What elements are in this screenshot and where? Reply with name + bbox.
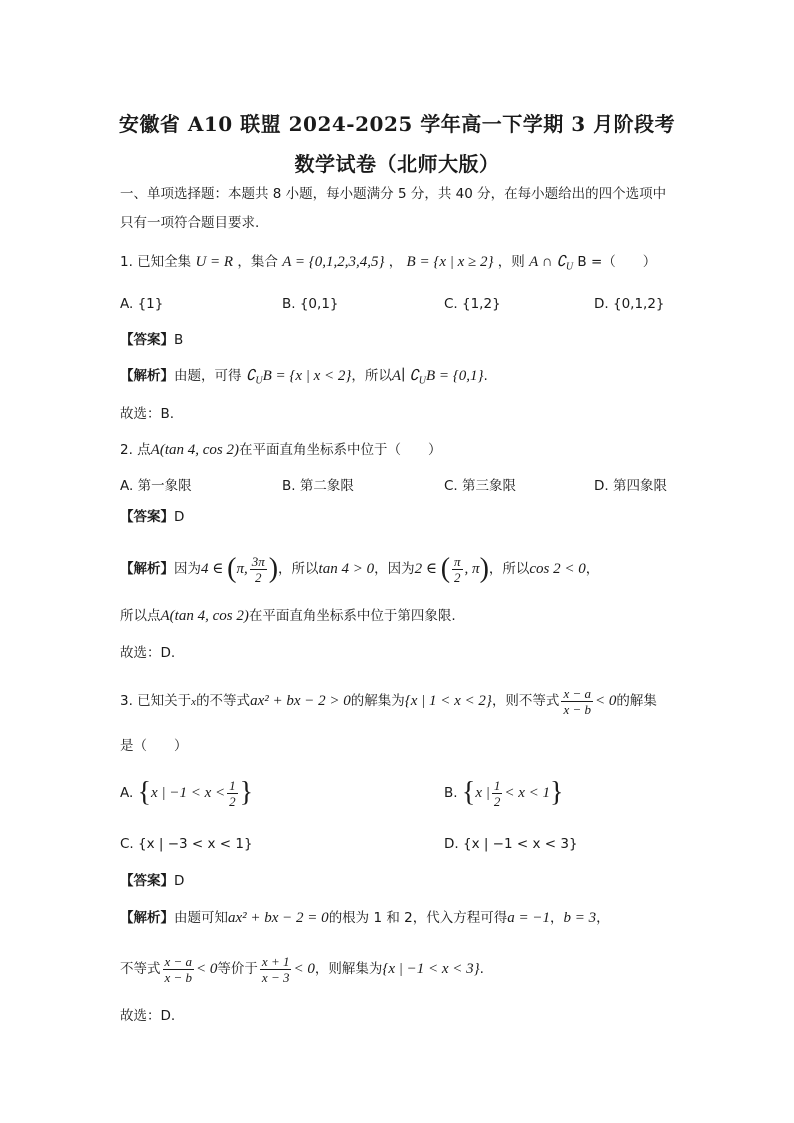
title-line-2: 数学试卷（北师大版） (294, 152, 500, 176)
q1-stem-d: ，则 (497, 254, 525, 270)
q1-analysis-expr1: ∁ (245, 368, 256, 384)
q3-option-a (120, 776, 253, 810)
q2-answer (120, 507, 184, 527)
q3-option-b-brace-open: { (461, 777, 476, 808)
section-intro-2: 只有一项符合题目要求. (120, 215, 260, 231)
q1-analysis-expr2: B = {x | x < 2} (262, 368, 352, 384)
q1-stem-b: ，集合 (237, 254, 278, 270)
q2-frac1-num: 3π (251, 553, 265, 569)
section-intro-1: 一、单项选择题：本题共 8 小题，每小题满分 5 分，共 40 分，在每小题给出的四个选项中 (120, 186, 667, 202)
title-line-1: 安徽省 A10 联盟 2024-2025 学年高一下学期 3 月阶段考 (118, 112, 676, 136)
q2-stem-expr: A(tan 4, cos 2) (150, 442, 239, 458)
q1-answer-label: 【答案】 (120, 332, 174, 348)
q2-an-cos: cos 2 < 0 (529, 561, 586, 577)
q1-set-b: B = {x | x ≥ 2} (406, 254, 494, 270)
q2-option-c: C. 第三象限 (444, 478, 517, 494)
q2-frac2-den: 2 (454, 569, 461, 585)
q2-stem-a: 2. 点 (120, 442, 151, 458)
q2-an-e: ， (585, 561, 600, 577)
q3-stem-a: 3. 已知关于 (120, 693, 192, 709)
q1-analysis-label: 【解析】 (120, 368, 174, 384)
q3-analysis-a-val: a = −1 (507, 910, 550, 926)
q3-option-a-pre: x | −1 < x < (151, 785, 226, 801)
q2-an-2in: 2 ∈ (414, 561, 441, 577)
q3-line2-frac2-num: x + 1 (261, 953, 290, 969)
q3-analysis-d: ， (596, 910, 610, 926)
q2-conclusion: 故选：D. (120, 645, 176, 661)
q3-analysis-b-val: b = 3 (563, 910, 597, 926)
q2-analysis-label: 【解析】 (120, 561, 174, 577)
q2-frac-3pi-2 (250, 554, 267, 585)
q2-answer-label: 【答案】 (120, 509, 174, 525)
q3-line2-frac1-num: x − a (164, 953, 193, 969)
q3-analysis-c: ， (550, 910, 564, 926)
q3-option-a-num: 1 (229, 777, 236, 793)
q1-set-a: A = {0,1,2,3,4,5} (282, 254, 385, 270)
q3-line2-frac2-den: x − 3 (261, 969, 290, 985)
q3-analysis-eq: ax² + bx − 2 = 0 (228, 910, 329, 926)
q1-option-a: A. {1} (120, 296, 164, 312)
q2-frac2-num: π (454, 553, 461, 569)
q1-option-b: B. {0,1} (282, 296, 339, 312)
q3-option-d: D. {x | −1 < x < 3} (444, 836, 578, 852)
q3-stem-line-2: 是（ ） (120, 738, 188, 754)
q3-line2-set: {x | −1 < x < 3} (382, 961, 480, 977)
q2-option-d: D. 第四象限 (594, 478, 667, 494)
q3-stem-frac-den: x − b (563, 701, 591, 717)
q1-analysis-b: ，所以 (351, 368, 392, 384)
q3-option-a-den: 2 (229, 793, 236, 809)
q3-stem-d: ，则不等式 (491, 693, 560, 709)
q1-stem-a: 1. 已知全集 (120, 254, 192, 270)
q2-paren-close-1: ) (268, 553, 279, 584)
q3-stem-frac (561, 686, 593, 717)
q2-an-pi2: , π (464, 561, 480, 577)
q3-analysis-label: 【解析】 (120, 910, 174, 926)
q3-option-b-label: B. (444, 785, 458, 801)
q2-an-c: ，因为 (374, 561, 415, 577)
q2-frac1-den: 2 (254, 569, 262, 585)
q3-line2-c: ，则解集为 (314, 961, 383, 977)
q3-line2-frac1 (163, 954, 195, 985)
q2-an-tan: tan 4 > 0 (318, 561, 375, 577)
q3-option-b-pre: x | (475, 785, 490, 801)
q2-stem-b: 在平面直角坐标系中位于（ ） (239, 442, 442, 458)
q3-stem (120, 684, 657, 718)
q1-stem-c: ， (388, 254, 403, 270)
q3-option-c: C. {x | −3 < x < 1} (120, 836, 253, 852)
q1-analysis-sub1: U (255, 375, 263, 387)
q1-conclusion: 故选：B. (120, 406, 175, 422)
q3-line2-lt2: < 0 (293, 961, 315, 977)
q2-answer-value: D (174, 509, 185, 525)
q3-stem-set: {x | 1 < x < 2} (404, 693, 492, 709)
q3-answer-value: D (174, 873, 185, 889)
q1-option-c: C. {1,2} (444, 296, 501, 312)
q3-analysis-line-2 (120, 952, 484, 986)
q2-stem (120, 440, 442, 460)
q3-line2-d: . (479, 961, 484, 977)
q1-analysis (120, 366, 488, 392)
q3-stem-lt: < 0 (594, 693, 617, 709)
q2-line2-a: 所以点 (120, 608, 161, 624)
q3-line2-b: 等价于 (217, 961, 258, 977)
q3-conclusion: 故选：D. (120, 1008, 176, 1024)
q3-option-b-frac (492, 778, 503, 809)
q3-option-b-brace-close: } (550, 777, 564, 808)
q1-stem (120, 252, 656, 278)
q1-answer (120, 330, 183, 350)
q2-frac-pi-2 (452, 554, 463, 585)
q1-expr-sub: U (565, 261, 574, 273)
q3-stem-e: 的解集 (616, 693, 657, 709)
q3-option-a-label: A. (120, 785, 134, 801)
q2-an-d: ，所以 (488, 561, 530, 577)
q3-stem-frac-num: x − a (563, 685, 591, 701)
q1-analysis-sub2: U (418, 375, 426, 387)
q1-stem-e: B =（ ） (577, 254, 657, 270)
q2-paren-close-2: ) (479, 553, 489, 584)
q1-answer-value: B (174, 332, 184, 348)
q3-line2-frac2 (260, 954, 292, 985)
q3-stem-b: 的不等式 (196, 693, 251, 709)
q1-analysis-a: 由题，可得 (174, 368, 242, 384)
q3-stem-ineq: ax² + bx − 2 > 0 (250, 693, 351, 709)
q2-line2-b: 在平面直角坐标系中位于第四象限. (248, 608, 456, 624)
q3-line2-a: 不等式 (120, 961, 161, 977)
q2-analysis (120, 552, 599, 586)
q3-option-a-brace-close: } (239, 777, 254, 808)
q2-option-a: A. 第一象限 (120, 478, 192, 494)
q3-line2-frac1-den: x − b (164, 969, 193, 985)
q3-option-a-frac (227, 778, 238, 809)
q2-analysis-a: 因为 (174, 561, 201, 577)
q2-paren-open-2: ( (440, 553, 451, 584)
q3-line2-lt1: < 0 (196, 961, 218, 977)
q1-analysis-expr4: B = {0,1} (425, 368, 484, 384)
q2-option-b: B. 第二象限 (282, 478, 354, 494)
q2-paren-open-1: ( (227, 553, 237, 584)
q1-analysis-expr3: A∣ ∁ (391, 368, 419, 384)
q3-analysis-a: 由题可知 (174, 910, 228, 926)
q3-answer (120, 871, 184, 891)
q2-an-b: ，所以 (278, 561, 319, 577)
q3-answer-label: 【答案】 (120, 873, 174, 889)
q1-analysis-c: . (483, 368, 488, 384)
q2-analysis-line-2 (120, 606, 456, 626)
q3-option-b-num: 1 (493, 777, 501, 793)
q3-option-b (444, 776, 563, 810)
q1-option-d: D. {0,1,2} (594, 296, 665, 312)
q2-an-pi: π, (236, 561, 248, 577)
q3-stem-x: x (191, 696, 197, 708)
q1-expr: A ∩ ∁ (529, 254, 566, 270)
q2-line2-expr: A(tan 4, cos 2) (160, 608, 249, 624)
q2-an-4in: 4 ∈ (201, 561, 228, 577)
q3-option-b-post: < x < 1 (504, 785, 550, 801)
q3-option-a-brace-open: { (137, 777, 152, 808)
q3-option-b-den: 2 (493, 793, 501, 809)
q3-analysis-b: 的根为 1 和 2，代入方程可得 (328, 910, 508, 926)
q3-analysis (120, 908, 610, 928)
q3-stem-c: 的解集为 (350, 693, 405, 709)
q1-stem-u: U = R (195, 254, 234, 270)
